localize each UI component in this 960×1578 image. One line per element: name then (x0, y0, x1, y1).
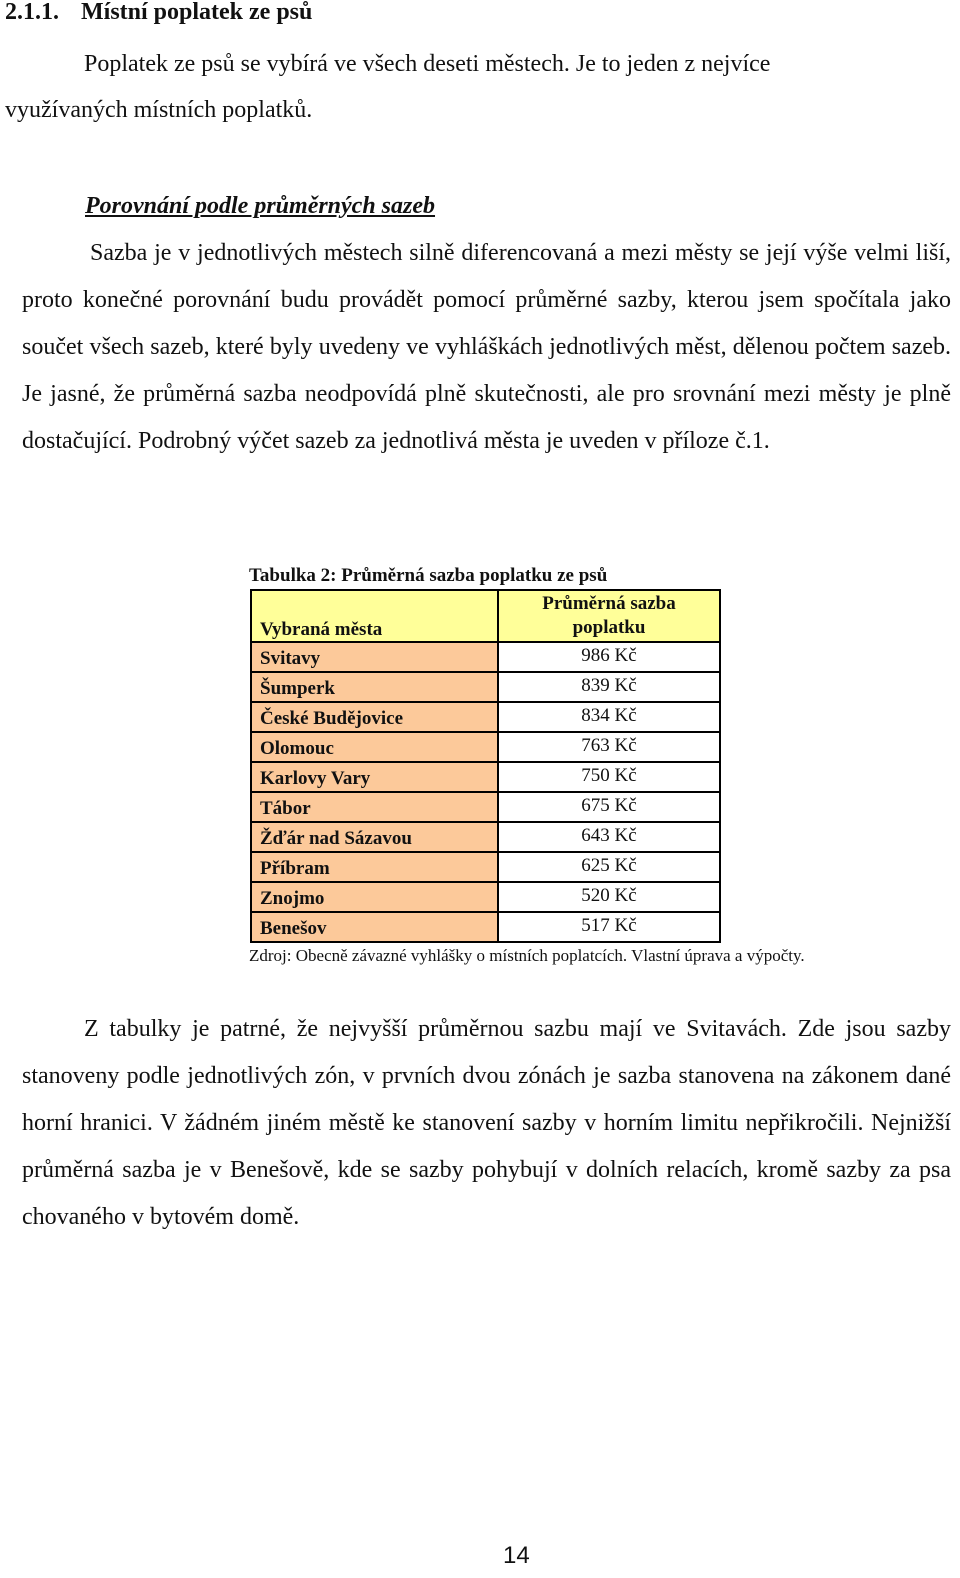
city-cell: Znojmo (251, 882, 498, 912)
table-row (251, 732, 720, 762)
intro-line-2: využívaných místních poplatků. (5, 97, 313, 123)
paragraph-a: Sazba je v jednotlivých městech silně diferencovaná a mezi městy se její výše velmi liší, proto konečné porovnání budu provádět pomocí průměrné sazby, kterou jsem spočítala jako součet všech sazeb, které byly uvedeny ve vyhláškách jednotlivých měst, dělenou počtem sazeb. Je jasné, že průměrná sazba neodpovídá plně skutečnosti, ale pro srovnání mezi městy je plně dostačující. Podrobný výčet sazeb za jednotlivá města je uveden v příloze č.1. (22, 240, 951, 454)
rate-cell: 643 Kč (498, 822, 720, 852)
rate-cell: 834 Kč (498, 702, 720, 732)
table-source: Zdroj: Obecně závazné vyhlášky o místních poplatcích. Vlastní úprava a výpočty. (249, 946, 805, 965)
rate-cell: 986 Kč (498, 642, 720, 672)
table-row (251, 792, 720, 822)
table-row (251, 762, 720, 792)
table-row (251, 702, 720, 732)
section-number: 2.1.1. (5, 0, 59, 25)
rate-cell: 675 Kč (498, 792, 720, 822)
table-row (251, 642, 720, 672)
city-cell: Tábor (251, 792, 498, 822)
header-rate-line2: poplatku (572, 617, 646, 638)
table-header-row (251, 590, 720, 642)
table-row (251, 882, 720, 912)
section-heading (5, 0, 312, 32)
table-body (251, 642, 720, 942)
section-title: Místní poplatek ze psů (81, 0, 313, 25)
page-number: 14 (503, 1542, 530, 1569)
rates-table (250, 589, 721, 943)
intro-line-1: Poplatek ze psů se vybírá ve všech deseti městech. Je to jeden z nejvíce (84, 51, 771, 77)
city-cell: Karlovy Vary (251, 762, 498, 792)
city-cell: Svitavy (251, 642, 498, 672)
table-caption: Tabulka 2: Průměrná sazba poplatku ze psů (249, 565, 608, 586)
rate-cell: 517 Kč (498, 912, 720, 942)
city-cell: Žďár nad Sázavou (251, 822, 498, 852)
rate-cell: 625 Kč (498, 852, 720, 882)
table-row (251, 852, 720, 882)
header-city: Vybraná města (251, 590, 498, 642)
paragraph-b: Z tabulky je patrné, že nejvyšší průměrnou sazbu mají ve Svitavách. Zde jsou sazby stanoveny podle jednotlivých zón, v prvních dvou zónách je sazba stanovena na zákonem dané horní hranici. V žádném jiném městě ke stanovení sazby v horním limitu nepřikročili. Nejnižší průměrná sazba je v Benešově, kde se sazby pohybují v dolních relacích, kromě sazby za psa chovaného v bytovém domě. (22, 1016, 951, 1230)
city-cell: Benešov (251, 912, 498, 942)
rate-cell: 839 Kč (498, 672, 720, 702)
city-cell: České Budějovice (251, 702, 498, 732)
city-cell: Příbram (251, 852, 498, 882)
city-cell: Olomouc (251, 732, 498, 762)
rate-cell: 750 Kč (498, 762, 720, 792)
header-rate-line1: Průměrná sazba (542, 593, 676, 614)
table-row (251, 672, 720, 702)
rate-cell: 520 Kč (498, 882, 720, 912)
rate-cell: 763 Kč (498, 732, 720, 762)
city-cell: Šumperk (251, 672, 498, 702)
header-rate (498, 590, 720, 642)
subheading: Porovnání podle průměrných sazeb (85, 193, 436, 219)
table-row (251, 822, 720, 852)
table-row (251, 912, 720, 942)
